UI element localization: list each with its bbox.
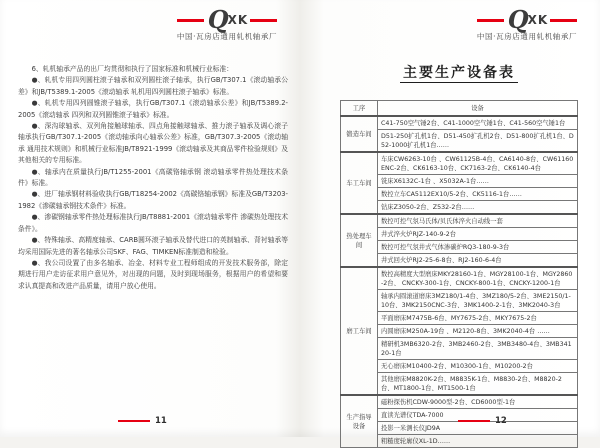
brand-dash-right-icon [250,19,277,22]
page-left [0,0,300,437]
col-header-process: 工序 [341,101,378,117]
page-number-value: 12 [495,416,507,426]
brand-dash-right-icon [550,19,577,22]
equipment-cell: 精研机3MB6320-2台、3MB2460-2台、3MB3480-4台、3MB34120-1台 [378,338,578,360]
process-cell: 生产指导设备 [341,395,378,448]
equipment-cell: 平面磨床M7475B-6台、MY7675-2台、MKY7675-2台 [378,312,578,325]
brand-logo [464,5,590,34]
company-name: 中国·瓦房店通用轧机轴承厂 [176,32,278,41]
equipment-cell: 数控立车CA5112EX10/5-2台、CK5116-1台…… [378,188,578,201]
equipment-table [340,100,578,448]
brand-dash-left-icon [177,19,204,22]
paragraph: ●、深沟球轴承、双列角接触球轴承、四点角接触球轴承、推力滚子轴承及调心滚子轴承执行GB/T307.1-2005《滚动轴承向心轴承公差》标准，GB/T307.3-2005《滚动轴承 通用技术规则》和机械行业标准JB/T8921-1999《滚动轴承及其商品零件检验规则》及其他相关的专用标准。 [18,122,288,165]
page-number-right [458,416,507,426]
process-cell: 锻造车间 [341,116,378,152]
brand-header [464,5,590,42]
table-row [341,152,578,175]
table-row [341,214,578,228]
logo-xk-glyph: XK [227,13,249,27]
page-number-rule-icon [458,420,490,423]
equipment-cell: 数控可控气氛井式气体渗碳炉RQ3-180-9-3台 [378,241,578,254]
equipment-cell: 井式淬火炉RJZ-140-9-2台 [378,228,578,241]
logo-q-glyph: Q [207,5,229,34]
process-cell: 磨工车间 [341,267,378,395]
company-name: 中国·瓦房店通用轧机轴承厂 [476,32,578,41]
equipment-cell: 投影一米测长仪JD9A [378,422,578,435]
equipment-cell: 其他磨床M8820K-2台、M8835K-1台、M8830-2台、M8820-2台、MT1800-1台、MT1500-1台 [378,373,578,396]
equipment-cell: 磁粉探伤机CDW-9000型-2台、CD6000型-1台 [378,395,578,409]
table-row [341,395,578,409]
equipment-cell: 内圆磨床M250A-19台 、M2120-8台、3MK2040-4台 …… [378,325,578,338]
paragraph: ●、进厂轴承钢材料验收执行GB/T18254-2002《高碳铬轴承钢》标准及GB/T3203-1982《渗碳轴承钢技术条件》标准。 [18,190,288,210]
paragraph: ●、特殊轴承、高精度轴承、CARB圆环滚子轴承及替代进口的英制轴承、背衬轴承等均采用国际先进的著名轴承公司SKF、FAG、TIMKEN标准制造和检验。 [18,236,288,256]
table-row [341,116,578,130]
paragraph: ●、轴承内在质量执行JB/T1255-2001《高碳铬轴承钢 滚动轴承零件热处理技术条件》标准。 [18,167,288,188]
brand-logo [164,5,290,34]
equipment-cell: 钻床Z3050-2台、Z532-2台…… [378,201,578,215]
paragraph: ●、渗碳钢轴承零件热处理标准执行JB/T8881-2001《滚动轴承零件 渗碳热处理技术条件》。 [18,213,288,233]
equipment-cell: 数控高精度大型磨床MKY28160-1台、MGY28100-1台、MGY2860-2台、 CNCKY-300-1台、CNCKY-800-1台、CNCKY-1200-1台 [378,267,578,290]
page-number-value: 11 [155,416,167,426]
equipment-cell: D51-250扩孔机1台、D51-450扩孔机2台、D51-800扩孔机1台、D52-1000扩孔机1台…… [378,130,578,153]
equipment-cell: 井式回火炉RJ2-25-6-8台、RJ2-160-6-4台 [378,254,578,268]
process-cell: 热处理车间 [341,214,378,267]
paragraph: ●、轧机专用四列圆柱滚子轴承和双列圆柱滚子轴承，执行GB/T307.1《滚动轴承公差》和JB/T5389.1-2005《滚动轴承 轧机用四列圆柱滚子轴承》标准。 [18,76,288,96]
paragraph: ●、轧机专用四列圆锥滚子轴承，执行GB/T307.1《滚动轴承公差》和JB/T5389.2-2005《滚动轴承 四列和双列圆锥滚子轴承》标准。 [18,99,288,119]
brand-dash-left-icon [477,19,504,22]
equipment-cell: C41-750空气锤2台、C41-1000空气锤1台、C41-560空气锤1台 [378,116,578,130]
page-number-rule-icon [118,420,150,423]
logo-xk-glyph: XK [527,13,549,27]
page-number-left [118,416,167,426]
col-header-equipment: 设备 [378,101,578,117]
equipment-cell: 数控可控气氛马氏体/贝氏体淬火自动线一套 [378,214,578,228]
table-header-row [341,101,578,117]
table-row [341,267,578,290]
brand-header [164,5,290,42]
body-text [18,64,288,292]
paragraph: ●、我公司设置了由多名轴承、冶金、材料专业工程师组成的开发技术服务部，除定期进行用户走访征求用户意见外，对出现的问题，及时到现场服务，根据用户的希望和要求认真提高和改进产品质量，请用户放心使用。 [18,258,288,290]
table-title: 主要生产设备表 [340,62,578,82]
equipment-cell: 直读光谱仪TDA-7000 [378,409,578,422]
equipment-cell: 轴承内圆滚道磨床3MZ180/1-4台、3MZ180/5-2台、3ME2150/1-10台、3MK2150CNC-3台、3MK1400-2-1台、3MK2040-3台 [378,290,578,312]
equipment-cell: 铣床X6132C-1台 、X5032A-1台…… [378,175,578,188]
page-right [300,0,600,445]
process-cell: 车工车间 [341,152,378,214]
equipment-cell: 粗糙度轮廓仪XL-1D…… [378,435,578,448]
paragraph: 6、轧机轴承产品的出厂均贯彻和执行了国家标准和机械行业标准： [31,65,234,73]
equipment-cell: 车床CW6263-10台 、CW61125B-4台、CA6140-8台、CW61160ENC-2台、CK6163-10台、CK7163-2台、CK6140-4台 [378,152,578,175]
equipment-cell: 无心磨床M10400-2台、M10300-1台、M10200-2台 [378,360,578,373]
logo-q-glyph: Q [507,5,529,34]
